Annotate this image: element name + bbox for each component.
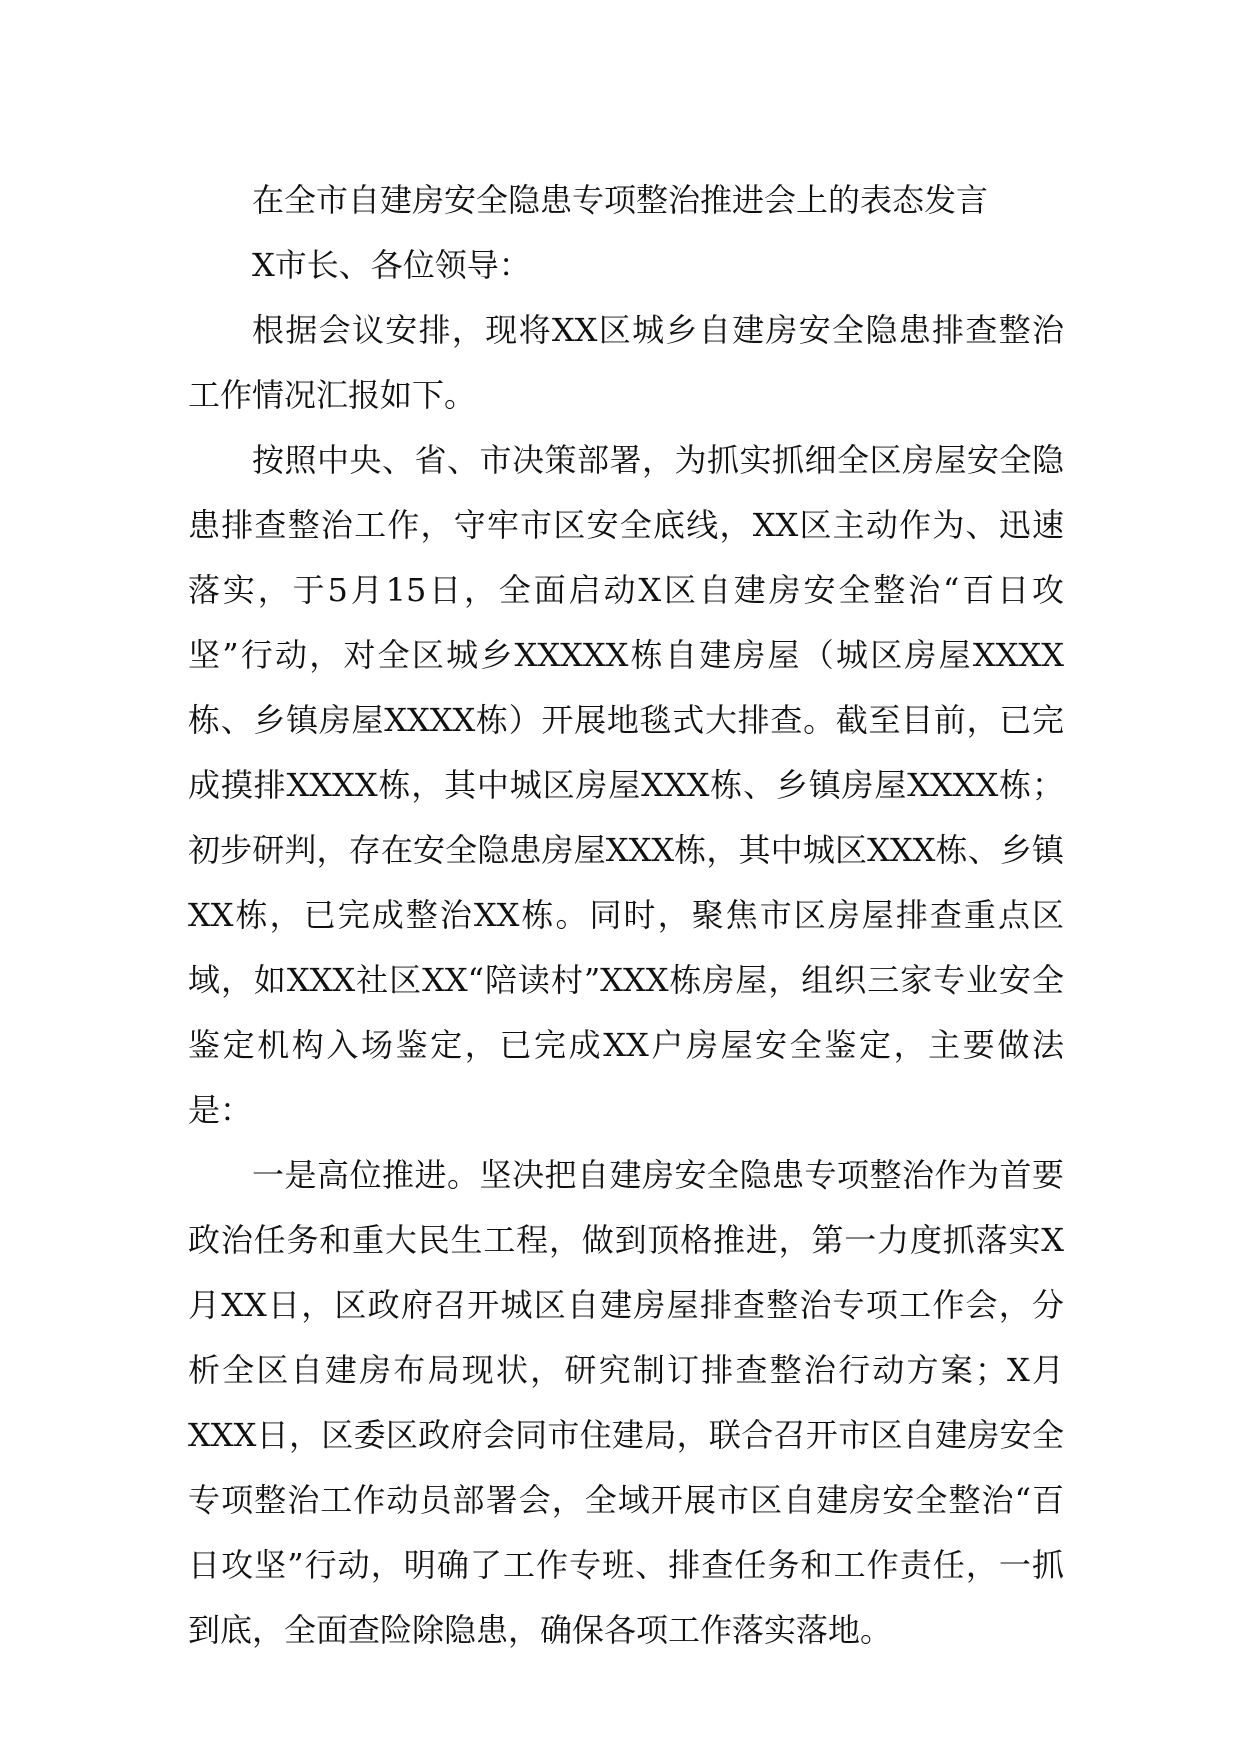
salutation: X市长、各位领导： — [252, 246, 531, 284]
document-body — [188, 168, 1064, 1663]
paragraph-measure-one: 一是高位推进。坚决把自建房安全隐患专项整治作为首要政治任务和重大民生工程，做到顶格推进，第一力度抓落实X月XX日，区政府召开城区自建房屋排查整治专项工作会，分析全区自建房布局现状，研究制订排查整治行动方案；X月XXX日，区委区政府会同市住建局，联合召开市区自建房安全专项整治工作动员部署会，全域开展市区自建房安全整治“百日攻坚”行动，明确了工作专班、排查任务和工作责任，一抓到底，全面查险除隐患，确保各项工作落实落地。 — [188, 1156, 1064, 1649]
paragraph-intro: 根据会议安排，现将XX区城乡自建房安全隐患排查整治工作情况汇报如下。 — [188, 311, 1064, 414]
paragraph-overview: 按照中央、省、市决策部署，为抓实抓细全区房屋安全隐患排查整治工作，守牢市区安全底线，XX区主动作为、迅速落实，于5月15日，全面启动X区自建房安全整治“百日攻坚”行动，对全区城乡XXXXX栋自建房屋（城区房屋XXXX栋、乡镇房屋XXXX栋）开展地毯式大排查。截至目前，已完成摸排XXXX栋，其中城区房屋XXX栋、乡镇房屋XXXX栋；初步研判，存在安全隐患房屋XXX栋，其中城区XXX栋、乡镇XX栋，已完成整治XX栋。同时，聚焦市区房屋排查重点区域，如XXX社区XX“陪读村”XXX栋房屋，组织三家专业安全鉴定机构入场鉴定，已完成XX户房屋安全鉴定，主要做法是： — [188, 441, 1064, 1129]
document-title: 在全市自建房安全隐患专项整治推进会上的表态发言 — [252, 181, 989, 219]
